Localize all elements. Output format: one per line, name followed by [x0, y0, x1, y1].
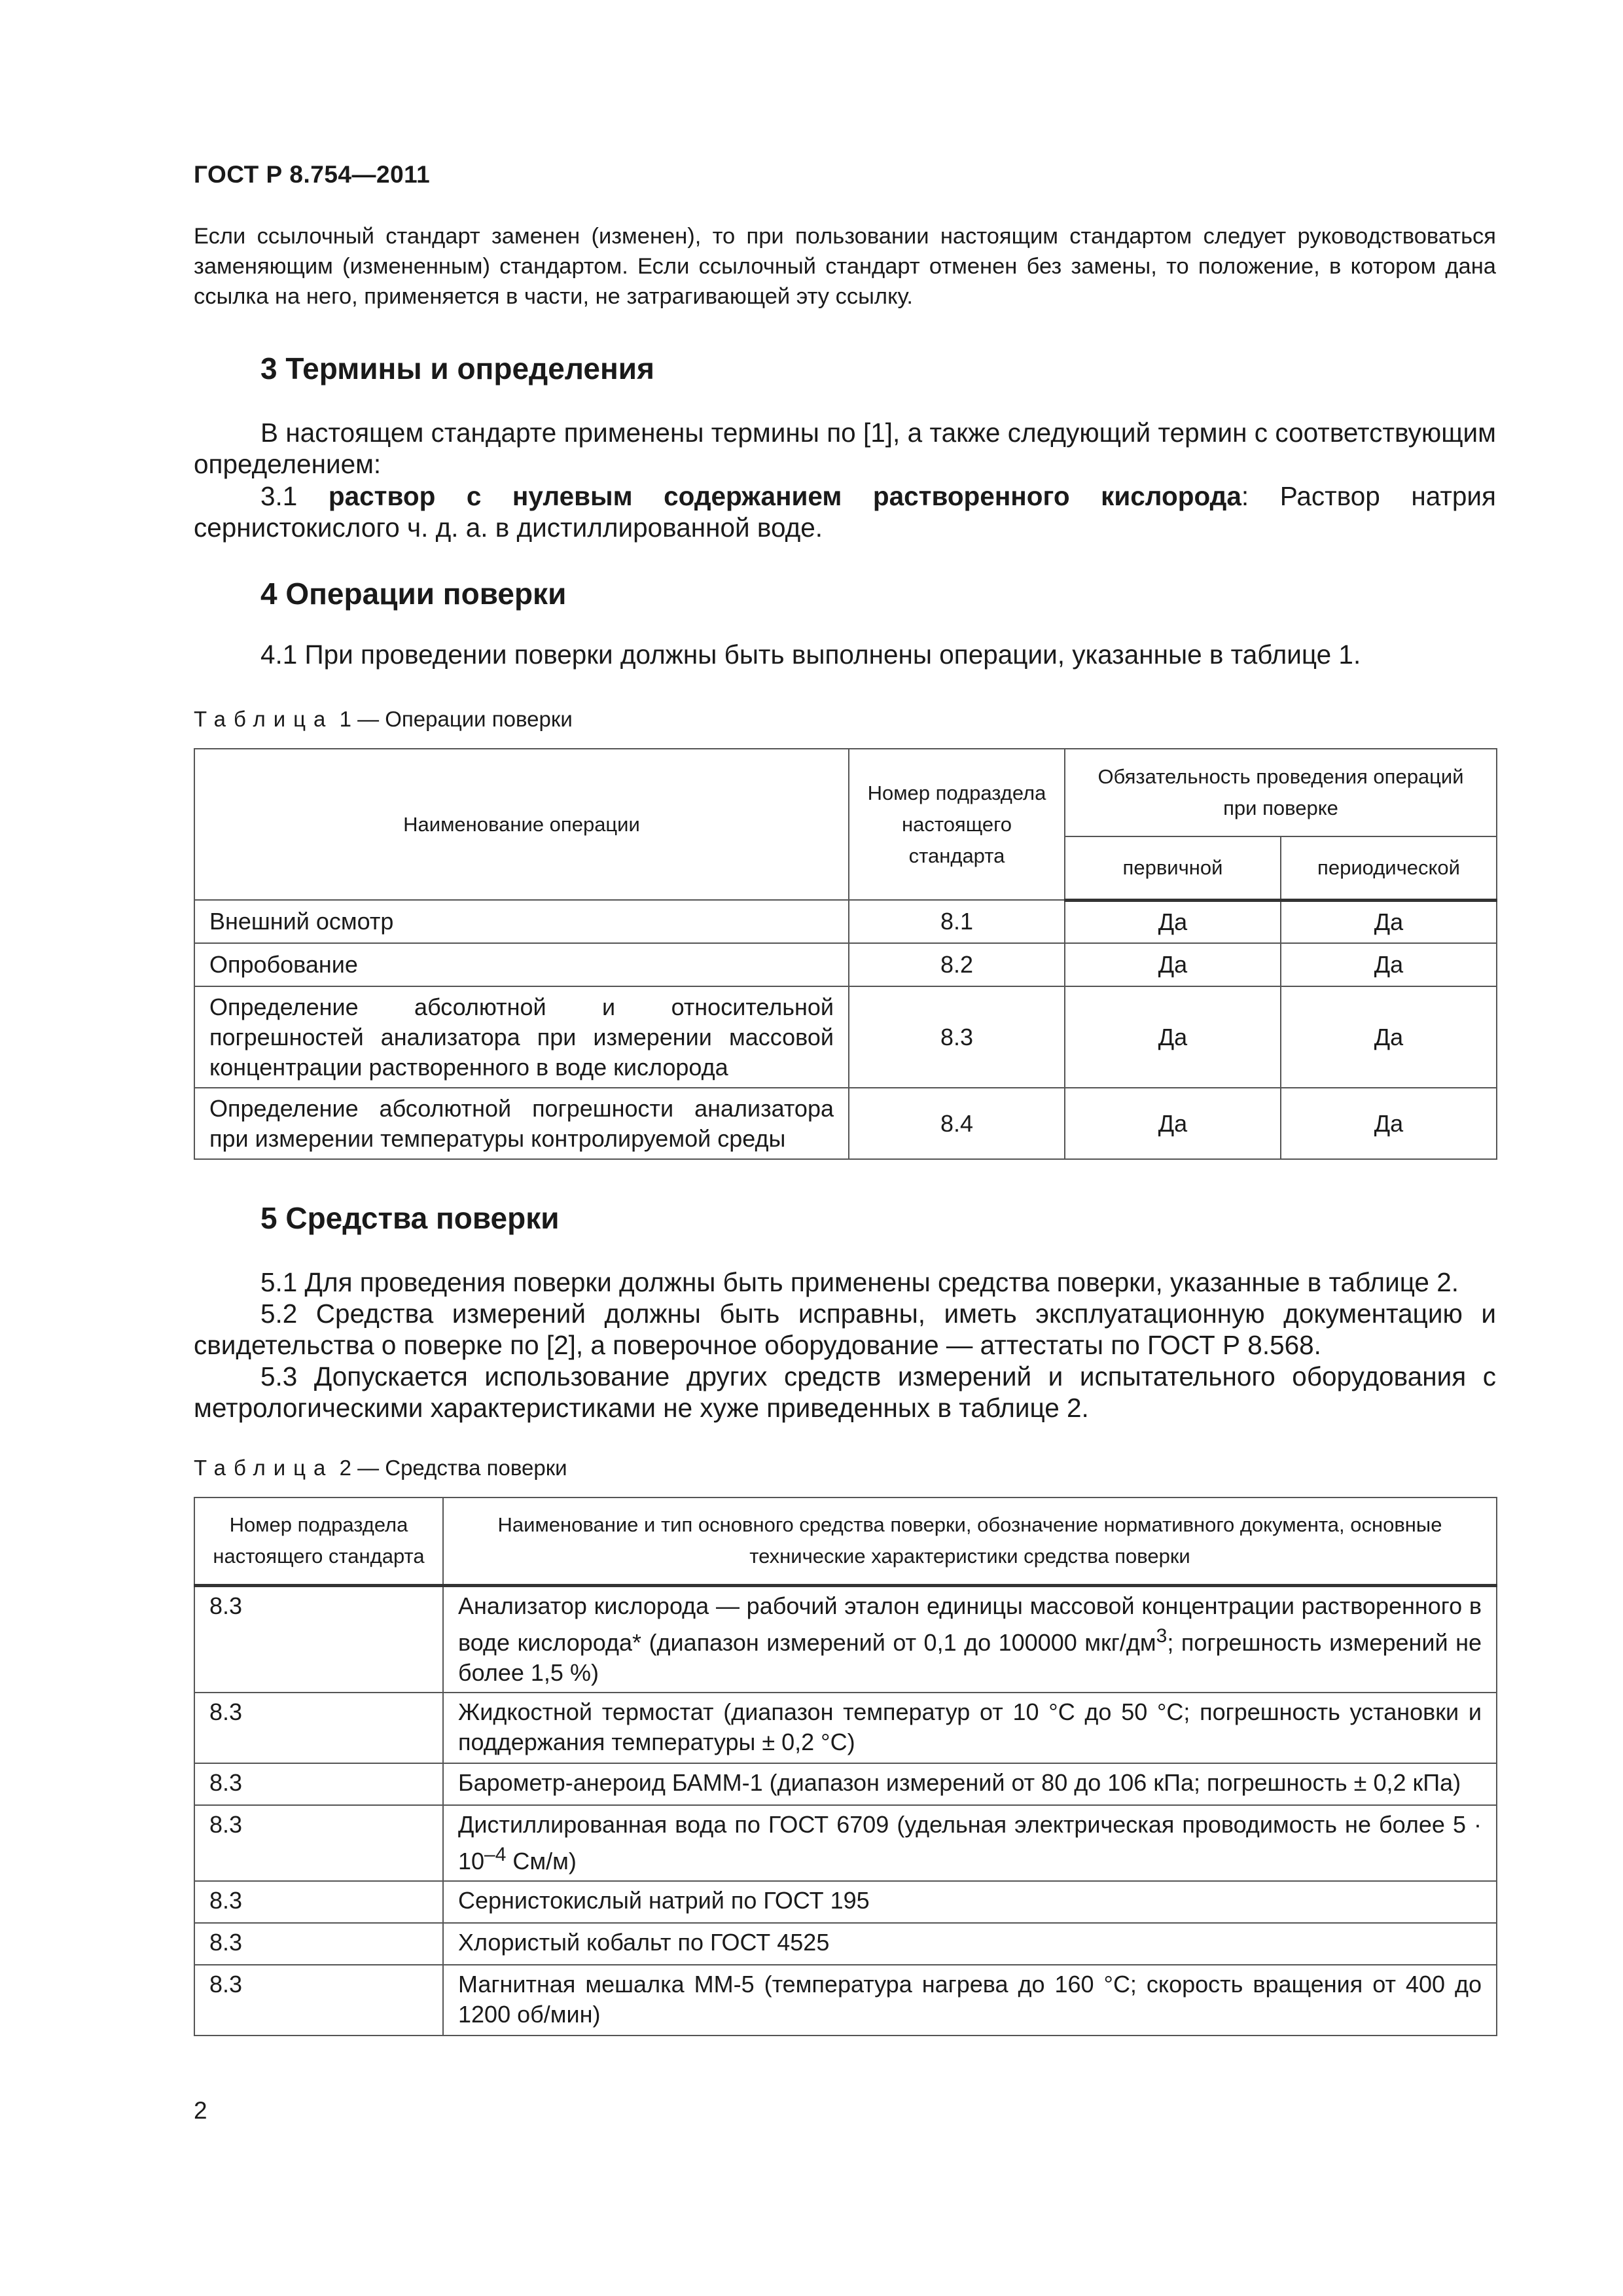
- operations-table: [194, 748, 1497, 1160]
- primary-verification: Да: [1065, 1088, 1281, 1159]
- exponent-superscript: –4: [484, 1843, 507, 1865]
- table-1-caption-title: 1 — Операции поверки: [339, 707, 573, 731]
- table-row: [194, 1763, 1497, 1805]
- means-description-text: ; погрешность измерений не более 1,5 %): [458, 1628, 1482, 1686]
- table-row: [194, 986, 1497, 1088]
- primary-verification: Да: [1065, 943, 1281, 986]
- section-4-paragraph: 4.1 При проведении поверки должны быть выполнены операции, указанные в таблице 1.: [260, 639, 1361, 670]
- table-row: [194, 1693, 1497, 1763]
- section-5-heading: 5 Средства поверки: [260, 1201, 560, 1235]
- table-1-caption: [194, 707, 573, 732]
- operation-name: Опробование: [194, 943, 849, 986]
- section-5-paragraph-1: 5.1 Для проведения поверки должны быть применены средства поверки, указанные в таблице 2.: [260, 1267, 1459, 1297]
- table-1-header-periodic: периодической: [1281, 836, 1497, 900]
- subsection-number: 8.3: [194, 1881, 443, 1923]
- primary-verification: Да: [1065, 986, 1281, 1088]
- section-5-paragraph-3: 5.3 Допускается использование других средств измерений и испытательного оборудования с метрологическими характеристиками не хуже приведенных в таблице 2.: [194, 1361, 1496, 1423]
- table-row: [194, 900, 1497, 943]
- section-4-heading: 4 Операции поверки: [260, 577, 567, 611]
- periodic-verification: Да: [1281, 1088, 1497, 1159]
- document-header: ГОСТ Р 8.754—2011: [194, 161, 431, 188]
- means-description-text: См/м): [506, 1847, 577, 1874]
- means-description: [443, 1585, 1497, 1693]
- page-number: 2: [194, 2097, 207, 2124]
- operation-name: Внешний осмотр: [194, 900, 849, 943]
- subsection-number: 8.2: [849, 943, 1065, 986]
- table-2-caption: [194, 1456, 567, 1480]
- intro-paragraph: Если ссылочный стандарт заменен (изменен), то при пользовании настоящим стандартом следует руководствоваться заменяющим (измененным) стандартом. Если ссылочный стандарт отменен без замены, то положение, в котором дана ссылка на него, применяется в части, не затрагивающей эту ссылку.: [194, 224, 1496, 309]
- table-row: [194, 1088, 1497, 1159]
- term-definition-3-1: [194, 480, 1496, 543]
- periodic-verification: Да: [1281, 900, 1497, 943]
- means-description: Хлористый кобальт по ГОСТ 4525: [443, 1923, 1497, 1965]
- subsection-number: 8.3: [194, 1763, 443, 1805]
- section-5-paragraph-2: 5.2 Средства измерений должны быть исправны, иметь эксплуатационную документацию и свидетельства о поверке по [2], а поверочное оборудование — аттестаты по ГОСТ Р 8.568.: [194, 1299, 1496, 1360]
- primary-verification: Да: [1065, 900, 1281, 943]
- table-1-header-subsection-number: Номер подраздела настоящего стандарта: [849, 749, 1065, 900]
- subsection-number: 8.3: [194, 1965, 443, 2036]
- table-1-header-primary: первичной: [1065, 836, 1281, 900]
- means-description-text: Дистиллированная вода по ГОСТ 6709 (удельная электрическая проводимость не более 5 · 10: [458, 1810, 1482, 1874]
- table-2-caption-word: Таблица: [194, 1456, 334, 1480]
- table-1-header-obligation: Обязательность проведения операций при поверке: [1065, 749, 1497, 836]
- table-row: [194, 1805, 1497, 1881]
- subsection-number: 8.3: [849, 986, 1065, 1088]
- means-description: [443, 1805, 1497, 1881]
- subsection-number: 8.3: [194, 1693, 443, 1763]
- section-3-heading: 3 Термины и определения: [260, 351, 654, 386]
- table-row: [194, 1881, 1497, 1923]
- means-description: Жидкостной термостат (диапазон температур от 10 °С до 50 °С; погрешность установки и поддержания температуры ± 0,2 °С): [443, 1693, 1497, 1763]
- term-name: раствор с нулевым содержанием растворенного кислорода: [328, 481, 1241, 511]
- means-description-text: Анализатор кислорода — рабочий эталон единицы массовой концентрации растворенного в воде кислорода* (диапазон измерений от 0,1 до 100000 мкг/дм: [458, 1592, 1482, 1656]
- subsection-number: 8.3: [194, 1923, 443, 1965]
- means-description: Сернистокислый натрий по ГОСТ 195: [443, 1881, 1497, 1923]
- table-2-header-subsection-number: Номер подраздела настоящего стандарта: [194, 1498, 443, 1585]
- subsection-number: 8.1: [849, 900, 1065, 943]
- verification-means-table: [194, 1497, 1497, 2036]
- table-row: [194, 1923, 1497, 1965]
- periodic-verification: Да: [1281, 943, 1497, 986]
- term-number: 3.1: [260, 481, 298, 511]
- table-row: [194, 1965, 1497, 2036]
- table-1-header-operation-name: Наименование операции: [194, 749, 849, 900]
- means-description: Магнитная мешалка ММ-5 (температура нагрева до 160 °С; скорость вращения от 400 до 1200 об/мин): [443, 1965, 1497, 2036]
- table-2-header-description: Наименование и тип основного средства поверки, обозначение нормативного документа, основные технические характеристики средства поверки: [443, 1498, 1497, 1585]
- table-2-caption-title: 2 — Средства поверки: [339, 1456, 567, 1480]
- periodic-verification: Да: [1281, 986, 1497, 1088]
- operation-name: Определение абсолютной погрешности анализатора при измерении температуры контролируемой среды: [194, 1088, 849, 1159]
- unit-superscript: 3: [1156, 1624, 1168, 1647]
- table-1-caption-word: Таблица: [194, 707, 334, 731]
- operation-name: Определение абсолютной и относительной погрешностей анализатора при измерении массовой концентрации растворенного в воде кислорода: [194, 986, 849, 1088]
- subsection-number: 8.3: [194, 1805, 443, 1881]
- subsection-number: 8.4: [849, 1088, 1065, 1159]
- table-row: [194, 943, 1497, 986]
- term-definition: : Раствор натрия сернистокислого ч. д. а. в дистиллированной воде.: [194, 481, 1496, 543]
- section-3-paragraph: В настоящем стандарте применены термины по [1], а также следующий термин с соответствующим определением:: [194, 418, 1496, 479]
- table-row: [194, 1585, 1497, 1693]
- subsection-number: 8.3: [194, 1585, 443, 1693]
- means-description: Барометр-анероид БАММ-1 (диапазон измерений от 80 до 106 кПа; погрешность ± 0,2 кПа): [443, 1763, 1497, 1805]
